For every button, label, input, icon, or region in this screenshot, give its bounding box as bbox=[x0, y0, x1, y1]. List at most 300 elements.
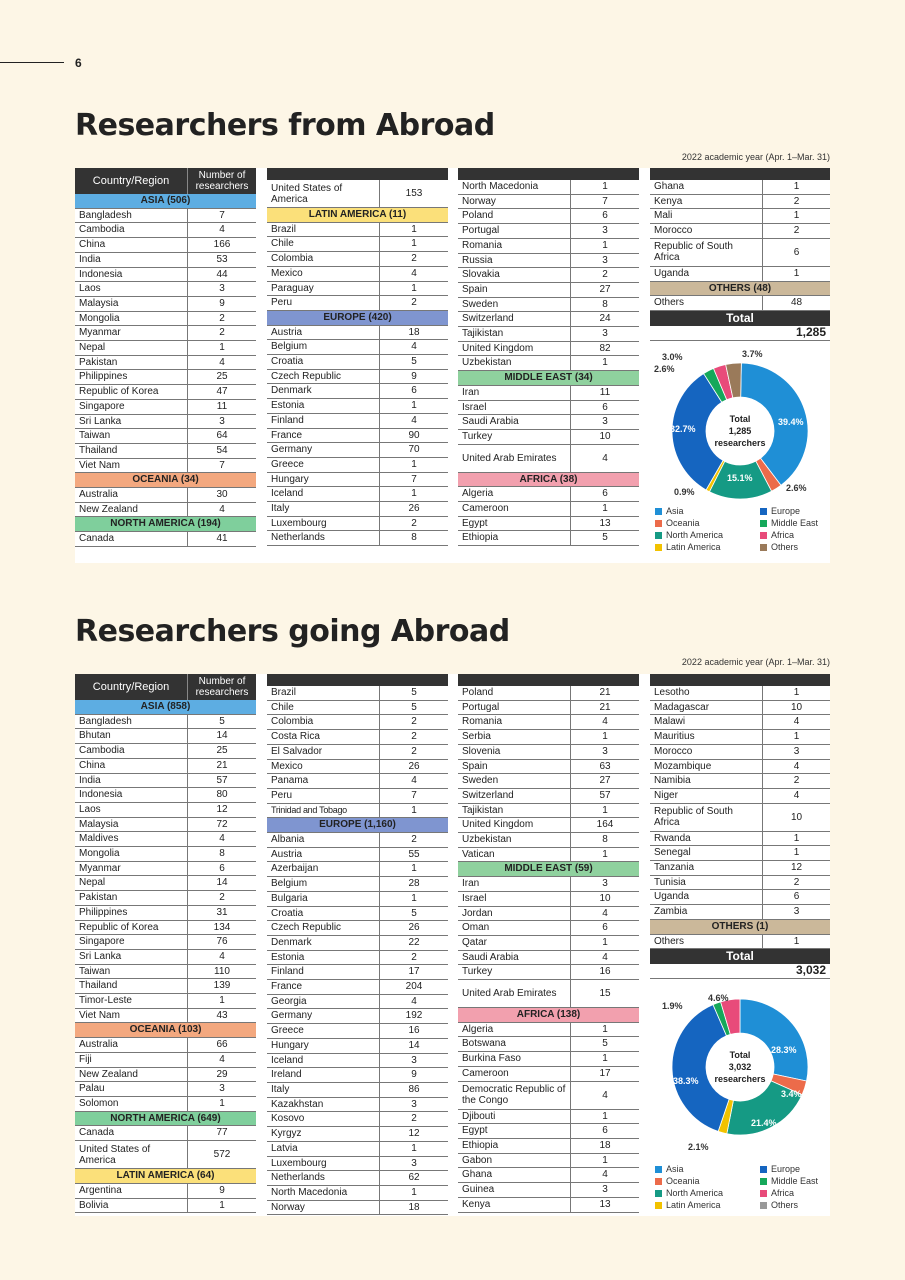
table-header-bar bbox=[458, 168, 639, 180]
country-name: Slovenia bbox=[458, 744, 571, 759]
researcher-count: 9 bbox=[380, 1068, 449, 1083]
going-abroad-panel bbox=[75, 674, 830, 1216]
table-row bbox=[75, 326, 256, 341]
total-value: 3,032 bbox=[650, 964, 830, 978]
researcher-count: 2 bbox=[380, 833, 449, 848]
region-row bbox=[267, 208, 448, 223]
country-name: Mexico bbox=[267, 266, 380, 281]
total-label: Total bbox=[650, 949, 830, 965]
researcher-count: 2 bbox=[380, 730, 449, 745]
researcher-count: 1 bbox=[380, 281, 449, 296]
legend-swatch bbox=[760, 1178, 767, 1185]
table-row bbox=[458, 180, 639, 194]
from-col-3 bbox=[458, 168, 639, 546]
researcher-count: 153 bbox=[380, 180, 449, 208]
legend-latin-america bbox=[655, 542, 721, 552]
country-name: Czech Republic bbox=[267, 921, 380, 936]
country-name: New Zealand bbox=[75, 1067, 188, 1082]
country-name: Gabon bbox=[458, 1153, 571, 1168]
table-row bbox=[267, 803, 448, 818]
researcher-count: 3 bbox=[188, 414, 257, 429]
table-row bbox=[458, 487, 639, 502]
table-row bbox=[267, 1068, 448, 1083]
table-row bbox=[267, 1112, 448, 1127]
researcher-count: 21 bbox=[571, 686, 640, 700]
donut-center-value: 1,285 bbox=[728, 426, 752, 436]
table-row bbox=[650, 238, 830, 266]
total-value: 1,285 bbox=[650, 326, 830, 340]
country-name: Kenya bbox=[650, 194, 763, 209]
slice-label-others: 3.7% bbox=[742, 349, 763, 359]
country-name: Morocco bbox=[650, 744, 763, 759]
table-row bbox=[75, 994, 256, 1009]
table-row bbox=[458, 502, 639, 517]
table-header bbox=[75, 674, 256, 700]
table-row bbox=[458, 774, 639, 789]
researcher-count: 10 bbox=[571, 429, 640, 444]
researcher-count: 4 bbox=[380, 340, 449, 355]
country-name: Georgia bbox=[267, 994, 380, 1009]
slice-label-africa: 4.6% bbox=[708, 993, 729, 1003]
table-row bbox=[267, 847, 448, 862]
table-row bbox=[267, 472, 448, 487]
country-name: United Kingdom bbox=[458, 341, 571, 356]
researcher-count: 4 bbox=[188, 949, 257, 964]
country-name: Mali bbox=[650, 209, 763, 224]
country-name: United Arab Emirates bbox=[458, 980, 571, 1008]
table-row bbox=[650, 180, 830, 194]
table-row bbox=[75, 502, 256, 517]
country-name: Nepal bbox=[75, 876, 188, 891]
table-row bbox=[458, 833, 639, 848]
legend-swatch bbox=[760, 1202, 767, 1209]
researcher-count: 10 bbox=[763, 700, 831, 715]
country-name: Singapore bbox=[75, 935, 188, 950]
researcher-count: 2 bbox=[188, 326, 257, 341]
country-name: Bangladesh bbox=[75, 208, 188, 223]
table-row bbox=[267, 906, 448, 921]
country-name: Ghana bbox=[458, 1168, 571, 1183]
country-name: Albania bbox=[267, 833, 380, 848]
country-name: Vatican bbox=[458, 847, 571, 862]
table-row bbox=[267, 237, 448, 252]
researcher-count: 43 bbox=[188, 1008, 257, 1023]
table-row bbox=[458, 877, 639, 892]
table-row bbox=[75, 979, 256, 994]
country-name: Mauritius bbox=[650, 730, 763, 745]
country-name: Kyrgyz bbox=[267, 1127, 380, 1142]
slice-label-middle-east: 2.6% bbox=[654, 364, 675, 374]
researcher-count: 2 bbox=[763, 875, 831, 890]
table-row bbox=[267, 877, 448, 892]
table-row bbox=[458, 730, 639, 745]
researcher-count: 62 bbox=[380, 1171, 449, 1186]
table-row bbox=[75, 802, 256, 817]
country-name: Malawi bbox=[650, 715, 763, 730]
researcher-count: 44 bbox=[188, 267, 257, 282]
researcher-count: 8 bbox=[380, 531, 449, 546]
region-label: AFRICA (138) bbox=[458, 1008, 639, 1023]
country-name: Czech Republic bbox=[267, 369, 380, 384]
table-row bbox=[458, 788, 639, 803]
region-label: OTHERS (1) bbox=[650, 919, 830, 934]
table-row bbox=[267, 443, 448, 458]
researcher-count: 2 bbox=[571, 268, 640, 283]
region-row bbox=[267, 310, 448, 325]
year-note-from: 2022 academic year (Apr. 1–Mar. 31) bbox=[681, 152, 830, 162]
country-name: Greece bbox=[267, 1024, 380, 1039]
table-row bbox=[458, 1022, 639, 1037]
legend-swatch bbox=[655, 532, 662, 539]
country-name: Spain bbox=[458, 759, 571, 774]
researcher-count: 1 bbox=[571, 847, 640, 862]
table-row bbox=[458, 209, 639, 224]
slice-label-europe: 38.3% bbox=[673, 1076, 699, 1086]
country-name: Switzerland bbox=[458, 312, 571, 327]
table-row bbox=[650, 759, 830, 774]
researcher-count: 70 bbox=[380, 443, 449, 458]
researcher-count: 164 bbox=[571, 818, 640, 833]
table-row bbox=[458, 891, 639, 906]
country-name: Viet Nam bbox=[75, 458, 188, 473]
researcher-count: 3 bbox=[571, 327, 640, 342]
region-label: EUROPE (1,160) bbox=[267, 818, 448, 833]
researcher-count: 6 bbox=[571, 400, 640, 415]
table-row bbox=[458, 1124, 639, 1139]
table-row bbox=[267, 1038, 448, 1053]
region-label: ASIA (858) bbox=[75, 700, 256, 714]
country-name: Trinidad and Tobago bbox=[267, 803, 380, 818]
table-row bbox=[75, 385, 256, 400]
researcher-count: 14 bbox=[188, 729, 257, 744]
slice-label-asia: 39.4% bbox=[778, 417, 804, 427]
researcher-count: 11 bbox=[571, 385, 640, 400]
country-name: Norway bbox=[458, 194, 571, 209]
researcher-count: 80 bbox=[188, 788, 257, 803]
country-name: Botswana bbox=[458, 1037, 571, 1052]
researcher-count: 1 bbox=[571, 1052, 640, 1067]
going-col-4 bbox=[650, 674, 830, 979]
researcher-count: 47 bbox=[188, 385, 257, 400]
table-row bbox=[75, 1096, 256, 1111]
country-name: France bbox=[267, 980, 380, 995]
table-row bbox=[75, 532, 256, 547]
country-name: Croatia bbox=[267, 355, 380, 370]
researcher-count: 1 bbox=[571, 502, 640, 517]
researcher-count: 5 bbox=[188, 714, 257, 729]
table-row bbox=[458, 744, 639, 759]
table-row bbox=[267, 413, 448, 428]
legend-swatch bbox=[760, 508, 767, 515]
researcher-count: 2 bbox=[380, 296, 449, 311]
researcher-count: 27 bbox=[571, 774, 640, 789]
country-name: Philippines bbox=[75, 370, 188, 385]
table-row bbox=[75, 429, 256, 444]
country-name: United Arab Emirates bbox=[458, 444, 571, 472]
donut-center-value: 3,032 bbox=[728, 1062, 752, 1072]
legend-swatch bbox=[760, 520, 767, 527]
country-name: Canada bbox=[75, 532, 188, 547]
table-header-bar bbox=[267, 168, 448, 180]
researcher-count: 25 bbox=[188, 744, 257, 759]
country-name: Fiji bbox=[75, 1052, 188, 1067]
country-name: Poland bbox=[458, 209, 571, 224]
country-name: Italy bbox=[267, 1082, 380, 1097]
legend-swatch bbox=[760, 1190, 767, 1197]
researcher-count: 1 bbox=[380, 1141, 449, 1156]
region-row bbox=[75, 700, 256, 714]
table-row bbox=[267, 994, 448, 1009]
researcher-count: 6 bbox=[571, 487, 640, 502]
legend-label: Asia bbox=[666, 1164, 684, 1174]
researcher-count: 66 bbox=[188, 1038, 257, 1053]
researcher-count: 15 bbox=[571, 980, 640, 1008]
country-name: Viet Nam bbox=[75, 1008, 188, 1023]
donut-center-title: Total bbox=[729, 414, 751, 424]
country-name: Pakistan bbox=[75, 355, 188, 370]
legend-swatch bbox=[655, 544, 662, 551]
table-row bbox=[458, 282, 639, 297]
legend-swatch bbox=[655, 1166, 662, 1173]
country-name: Denmark bbox=[267, 935, 380, 950]
going-col-1 bbox=[75, 674, 256, 1213]
researcher-count: 5 bbox=[571, 531, 640, 546]
table-row bbox=[75, 311, 256, 326]
researcher-count: 57 bbox=[188, 773, 257, 788]
donut-center-unit: researchers bbox=[714, 438, 766, 448]
country-name: Netherlands bbox=[267, 531, 380, 546]
country-name: Mexico bbox=[267, 759, 380, 774]
region-label: LATIN AMERICA (64) bbox=[75, 1169, 256, 1184]
researcher-count: 4 bbox=[763, 715, 831, 730]
table-header bbox=[75, 168, 256, 194]
country-name: Saudi Arabia bbox=[458, 415, 571, 430]
table-row bbox=[267, 700, 448, 715]
table-row bbox=[75, 208, 256, 223]
table-row bbox=[75, 758, 256, 773]
country-name: Madagascar bbox=[650, 700, 763, 715]
researcher-count: 1 bbox=[763, 686, 831, 700]
table-row bbox=[267, 774, 448, 789]
researcher-count: 2 bbox=[380, 516, 449, 531]
table-row bbox=[458, 385, 639, 400]
researcher-count: 192 bbox=[380, 1009, 449, 1024]
year-note-going: 2022 academic year (Apr. 1–Mar. 31) bbox=[681, 657, 830, 667]
table-row bbox=[267, 788, 448, 803]
country-name: New Zealand bbox=[75, 502, 188, 517]
country-name: Slovakia bbox=[458, 268, 571, 283]
researcher-count: 72 bbox=[188, 817, 257, 832]
researcher-count: 17 bbox=[571, 1066, 640, 1081]
legend-oceania bbox=[655, 518, 700, 528]
region-row bbox=[650, 919, 830, 934]
table-row bbox=[458, 965, 639, 980]
researcher-count: 9 bbox=[380, 369, 449, 384]
table-row bbox=[458, 297, 639, 312]
researcher-count: 10 bbox=[571, 891, 640, 906]
table-row bbox=[458, 1052, 639, 1067]
region-label: OTHERS (48) bbox=[650, 281, 830, 296]
region-row bbox=[650, 281, 830, 296]
legend-others bbox=[760, 1200, 798, 1210]
researcher-count: 3 bbox=[380, 1156, 449, 1171]
region-row bbox=[75, 473, 256, 488]
country-name: Iran bbox=[458, 877, 571, 892]
legend-swatch bbox=[655, 1190, 662, 1197]
from-col-1 bbox=[75, 168, 256, 547]
researcher-count: 1 bbox=[380, 803, 449, 818]
researcher-count: 64 bbox=[188, 429, 257, 444]
country-name: Taiwan bbox=[75, 964, 188, 979]
from-abroad-panel bbox=[75, 168, 830, 563]
country-name: Tunisia bbox=[650, 875, 763, 890]
table-row bbox=[267, 222, 448, 237]
researcher-count: 2 bbox=[380, 715, 449, 730]
table-row bbox=[267, 516, 448, 531]
researcher-count: 1 bbox=[571, 1109, 640, 1124]
table-row bbox=[458, 238, 639, 253]
researcher-count: 2 bbox=[380, 1112, 449, 1127]
researcher-count: 572 bbox=[188, 1141, 257, 1169]
researcher-count: 12 bbox=[380, 1127, 449, 1142]
country-name: Bhutan bbox=[75, 729, 188, 744]
researcher-count: 1 bbox=[380, 457, 449, 472]
researcher-count: 3 bbox=[571, 744, 640, 759]
country-name: India bbox=[75, 773, 188, 788]
region-label: MIDDLE EAST (59) bbox=[458, 862, 639, 877]
table-row bbox=[458, 341, 639, 356]
researcher-count: 18 bbox=[380, 325, 449, 340]
legend-label: Africa bbox=[771, 530, 795, 540]
region-row bbox=[75, 1169, 256, 1184]
country-name: Iceland bbox=[267, 1053, 380, 1068]
table-row bbox=[75, 443, 256, 458]
country-name: Austria bbox=[267, 847, 380, 862]
researcher-count: 1 bbox=[763, 730, 831, 745]
region-label: OCEANIA (34) bbox=[75, 473, 256, 488]
researcher-count: 17 bbox=[380, 965, 449, 980]
region-row bbox=[75, 1023, 256, 1038]
table-row bbox=[75, 773, 256, 788]
researcher-count: 7 bbox=[188, 208, 257, 223]
researcher-count: 53 bbox=[188, 252, 257, 267]
table-row bbox=[267, 340, 448, 355]
researcher-count: 3 bbox=[380, 1097, 449, 1112]
researcher-count: 76 bbox=[188, 935, 257, 950]
country-name: Oman bbox=[458, 921, 571, 936]
researcher-count: 1 bbox=[188, 341, 257, 356]
table-row bbox=[650, 890, 830, 905]
country-name: Indonesia bbox=[75, 267, 188, 282]
country-name: Ethiopia bbox=[458, 1138, 571, 1153]
country-name: Israel bbox=[458, 891, 571, 906]
page-number: 6 bbox=[75, 56, 82, 70]
researcher-count: 28 bbox=[380, 877, 449, 892]
country-name: Republic of Korea bbox=[75, 920, 188, 935]
country-name: Cambodia bbox=[75, 223, 188, 238]
researcher-count: 13 bbox=[571, 516, 640, 531]
researcher-count: 6 bbox=[380, 384, 449, 399]
researcher-count: 1 bbox=[380, 862, 449, 877]
country-name: Switzerland bbox=[458, 788, 571, 803]
table-row bbox=[267, 428, 448, 443]
country-name: Cameroon bbox=[458, 502, 571, 517]
researcher-count: 86 bbox=[380, 1082, 449, 1097]
legend-label: Oceania bbox=[666, 518, 700, 528]
legend-label: Others bbox=[771, 542, 799, 552]
country-name: El Salvador bbox=[267, 744, 380, 759]
section-title-going-abroad: Researchers going Abroad bbox=[75, 614, 510, 649]
researcher-count: 4 bbox=[571, 950, 640, 965]
legend-swatch bbox=[760, 544, 767, 551]
table-row bbox=[458, 1109, 639, 1124]
country-name: Estonia bbox=[267, 399, 380, 414]
country-name: Thailand bbox=[75, 443, 188, 458]
researcher-count: 5 bbox=[380, 906, 449, 921]
table-row bbox=[75, 817, 256, 832]
researcher-count: 3 bbox=[571, 415, 640, 430]
country-name: Latvia bbox=[267, 1141, 380, 1156]
table-row bbox=[267, 1156, 448, 1171]
table-row bbox=[75, 920, 256, 935]
region-row bbox=[458, 862, 639, 877]
researcher-count: 4 bbox=[380, 774, 449, 789]
table-row bbox=[75, 399, 256, 414]
country-name: Mongolia bbox=[75, 847, 188, 862]
country-name: Canada bbox=[75, 1126, 188, 1141]
researcher-count: 27 bbox=[571, 282, 640, 297]
slice-label-latin-america: 2.1% bbox=[688, 1142, 709, 1152]
country-name: Belgium bbox=[267, 877, 380, 892]
researcher-count: 4 bbox=[188, 223, 257, 238]
country-name: Mongolia bbox=[75, 311, 188, 326]
table-row bbox=[458, 400, 639, 415]
researcher-count: 4 bbox=[571, 444, 640, 472]
country-name: Greece bbox=[267, 457, 380, 472]
country-name: Pakistan bbox=[75, 891, 188, 906]
researcher-count: 8 bbox=[188, 847, 257, 862]
legend-africa bbox=[760, 530, 794, 540]
table-row bbox=[75, 282, 256, 297]
from-donut-chart bbox=[650, 346, 830, 561]
total-value-row bbox=[650, 326, 830, 340]
researcher-count: 29 bbox=[188, 1067, 257, 1082]
table-row bbox=[458, 1066, 639, 1081]
researcher-count: 134 bbox=[188, 920, 257, 935]
country-name: Tanzania bbox=[650, 861, 763, 876]
legend-middle-east bbox=[760, 1176, 818, 1186]
researcher-count: 6 bbox=[571, 209, 640, 224]
table-row bbox=[267, 980, 448, 995]
country-name: Germany bbox=[267, 1009, 380, 1024]
table-row bbox=[267, 1141, 448, 1156]
country-name: Timor-Leste bbox=[75, 994, 188, 1009]
table-row bbox=[458, 224, 639, 239]
legend-north-america bbox=[655, 1188, 723, 1198]
country-name: Republic of South Africa bbox=[650, 803, 763, 831]
researcher-count: 9 bbox=[188, 1183, 257, 1198]
table-row bbox=[267, 891, 448, 906]
table-row bbox=[267, 355, 448, 370]
researcher-count: 11 bbox=[188, 399, 257, 414]
table-row bbox=[458, 1168, 639, 1183]
researcher-count: 1 bbox=[571, 935, 640, 950]
researcher-count: 1 bbox=[571, 238, 640, 253]
country-name: Spain bbox=[458, 282, 571, 297]
section-title-from-abroad: Researchers from Abroad bbox=[75, 108, 495, 143]
table-row bbox=[267, 965, 448, 980]
table-row bbox=[75, 876, 256, 891]
